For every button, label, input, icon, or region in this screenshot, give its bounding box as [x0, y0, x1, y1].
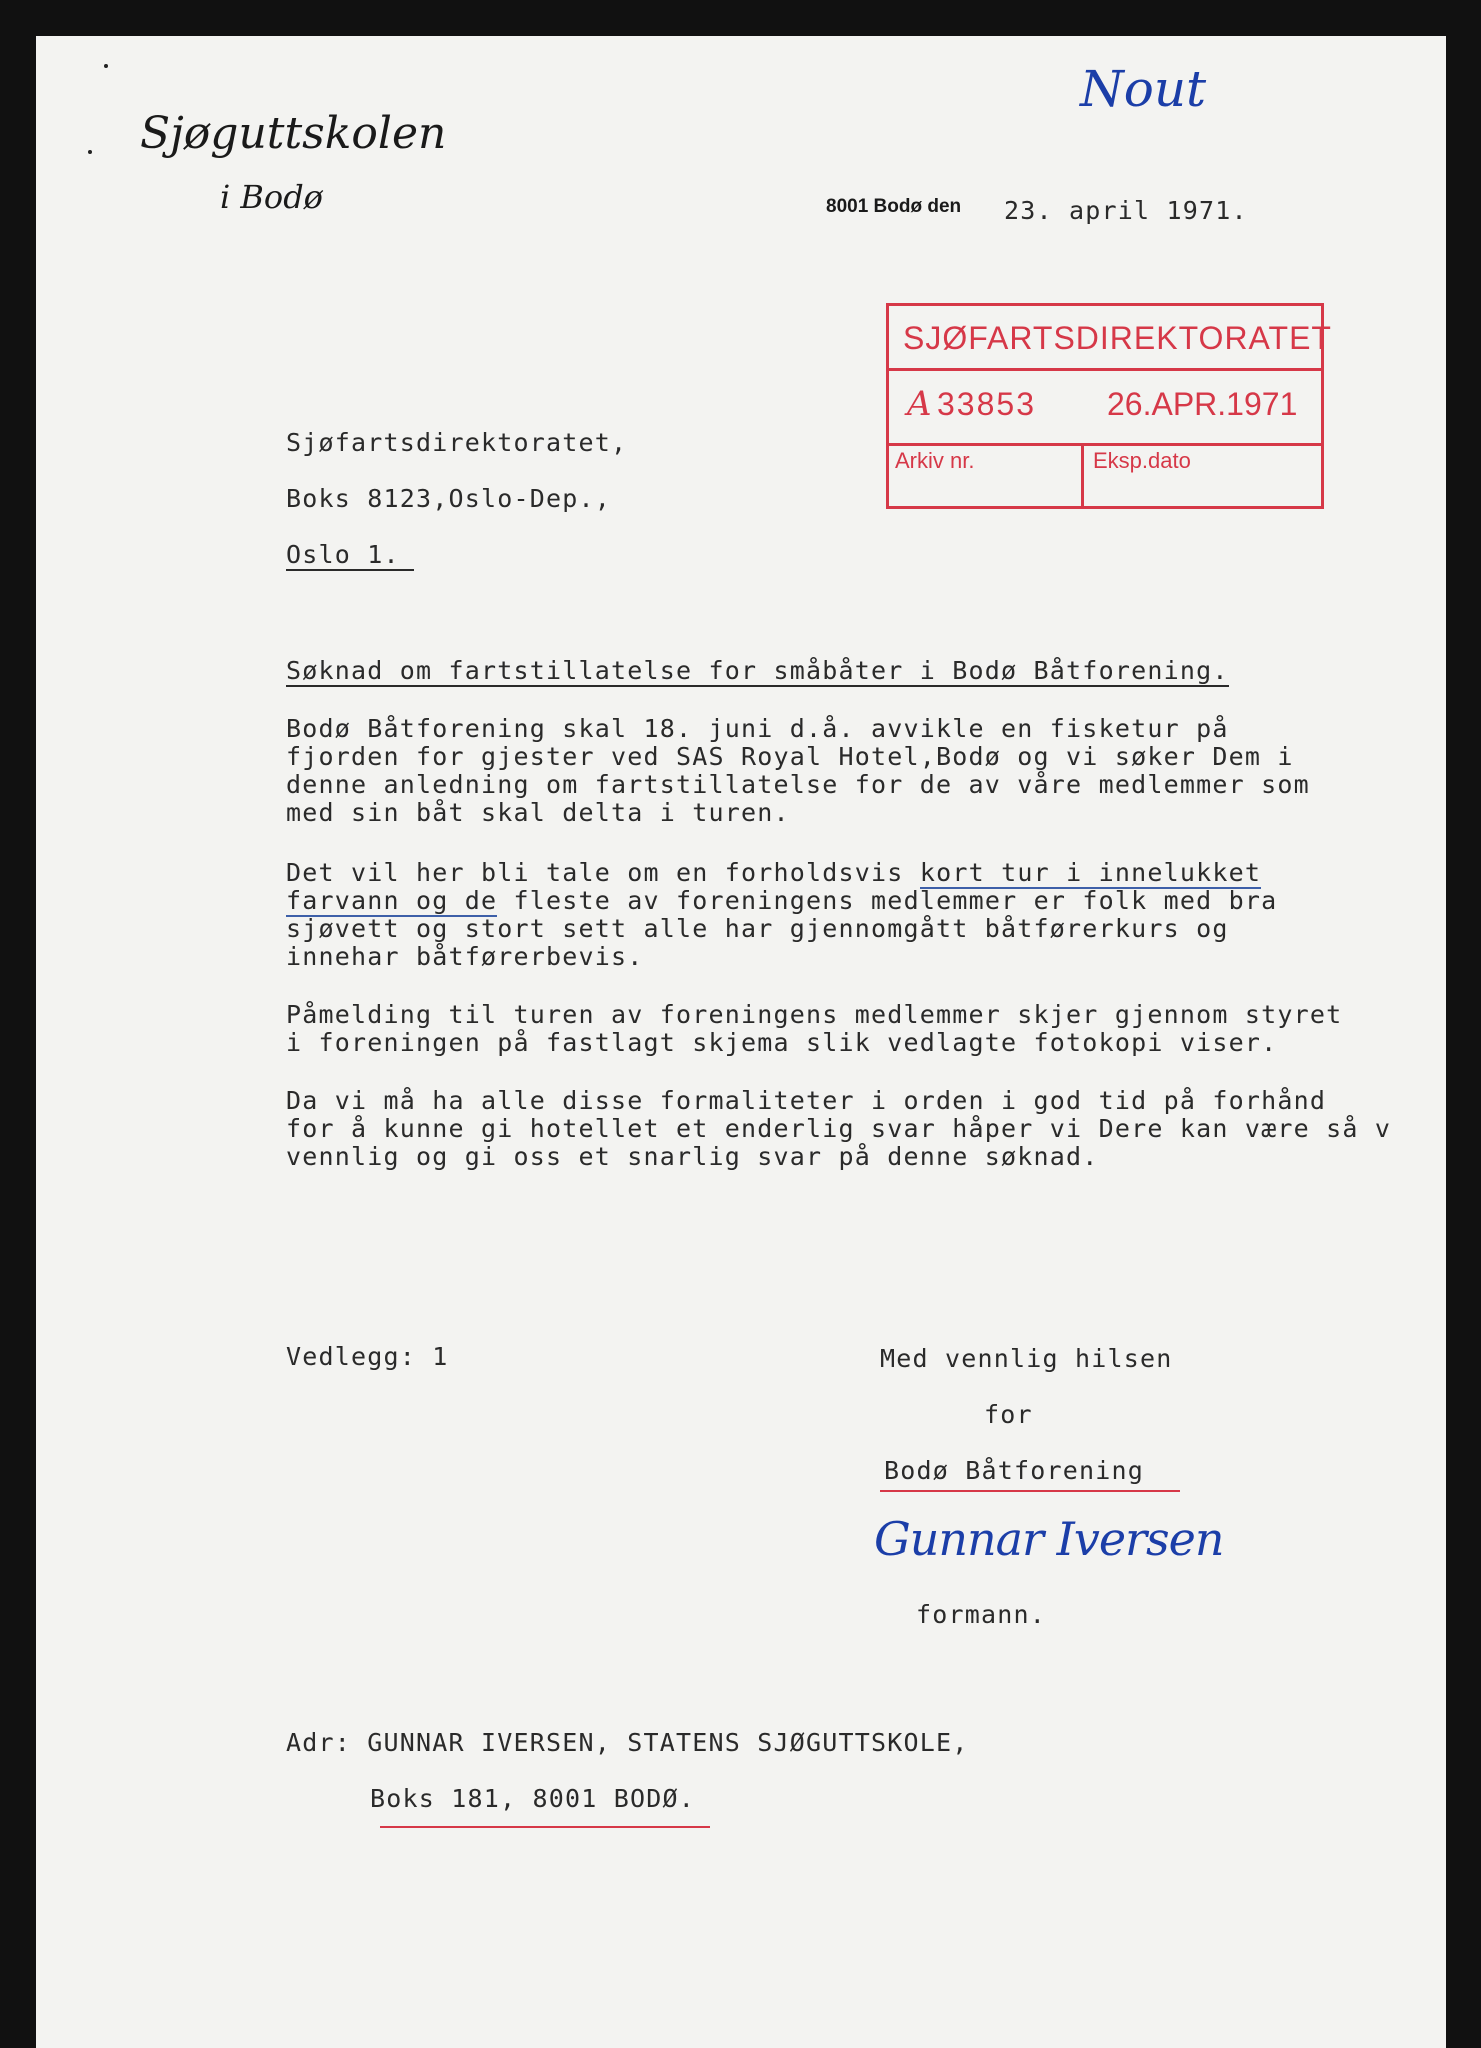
- punch-mark: [104, 64, 108, 68]
- body-line: med sin båt skal delta i turen.: [286, 798, 790, 827]
- recipient-line-2: Boks 8123,Oslo-Dep.,: [286, 484, 612, 513]
- body-line: sjøvett og stort sett alle har gjennomgått båtførerkurs og: [286, 914, 1229, 943]
- stamp-divider: [1081, 446, 1084, 506]
- stamp-letter: A: [907, 384, 932, 424]
- recipient-line-1: Sjøfartsdirektoratet,: [286, 428, 628, 457]
- body-line: i foreningen på fastlagt skjema slik vedlagte fotokopi viser.: [286, 1028, 1278, 1057]
- stamp-dispatch-label: Eksp.dato: [1093, 448, 1191, 473]
- subject-line: Søknad om fartstillatelse for småbåter i Bodø Båtforening.: [286, 656, 1229, 685]
- body-line: innehar båtførerbevis.: [286, 942, 644, 971]
- handwritten-note: Nout: [1080, 60, 1207, 118]
- body-line: Påmelding til turen av foreningens medlemmer skjer gjennom styret: [286, 1000, 1343, 1029]
- body-paragraph-3: [286, 1000, 1416, 1056]
- body-text: Det vil her bli tale om en forholdsvis: [286, 858, 920, 887]
- dateline-prefix: 8001 Bodø den: [826, 196, 962, 217]
- stamp-received-date: 26.APR.1971: [1107, 386, 1298, 422]
- body-line: vennlig og gi oss et snarlig svar på denne søknad.: [286, 1142, 1099, 1171]
- body-paragraph-2: [286, 858, 1416, 970]
- address-line-2: Boks 181, 8001 BODØ.: [370, 1784, 696, 1813]
- recipient-line-3: Oslo 1.: [286, 540, 414, 571]
- received-stamp: [886, 303, 1332, 509]
- body-line: fjorden for gjester ved SAS Royal Hotel,Bodø og vi søker Dem i: [286, 742, 1294, 771]
- body-paragraph-4: [286, 1086, 1416, 1170]
- red-underline: [880, 1490, 1180, 1492]
- stamp-authority: SJØFARTSDIREKTORATET: [903, 320, 1332, 356]
- letterhead-city: i Bodø: [220, 178, 323, 216]
- letter-date: 23. april 1971.: [1004, 196, 1248, 225]
- stamp-archive-label: Arkiv nr.: [895, 448, 975, 473]
- signer-title: formann.: [916, 1600, 1047, 1629]
- pen-underlined-text: kort tur i innelukket: [919, 858, 1262, 887]
- enclosure: Vedlegg: 1: [286, 1342, 449, 1371]
- body-line: denne anledning om fartstillatelse for de av våre medlemmer som: [286, 770, 1310, 799]
- body-line: for å kunne gi hotellet et enderlig svar håper vi Dere kan være så v: [286, 1114, 1392, 1143]
- body-line: [286, 858, 1416, 886]
- signature: Gunnar Iversen: [874, 1512, 1224, 1566]
- closing-greeting: Med vennlig hilsen: [880, 1344, 1173, 1373]
- letterhead-name: Sjøguttskolen: [140, 108, 447, 159]
- body-line: [286, 886, 1416, 914]
- stamp-number: 33853: [937, 386, 1036, 422]
- punch-mark: [88, 150, 92, 154]
- closing-organization: Bodø Båtforening: [884, 1456, 1145, 1485]
- body-line: Da vi må ha alle disse formaliteter i orden i god tid på forhånd: [286, 1086, 1327, 1115]
- address-line-1: Adr: GUNNAR IVERSEN, STATENS SJØGUTTSKOLE,: [286, 1728, 969, 1757]
- body-paragraph-1: [286, 714, 1416, 826]
- pen-underlined-text: farvann og de: [286, 886, 498, 915]
- closing-for: for: [984, 1400, 1033, 1429]
- red-underline: [380, 1826, 710, 1828]
- body-text: fleste av foreningens medlemmer er folk med bra: [497, 886, 1278, 915]
- body-line: Bodø Båtforening skal 18. juni d.å. avvikle en fisketur på: [286, 714, 1229, 743]
